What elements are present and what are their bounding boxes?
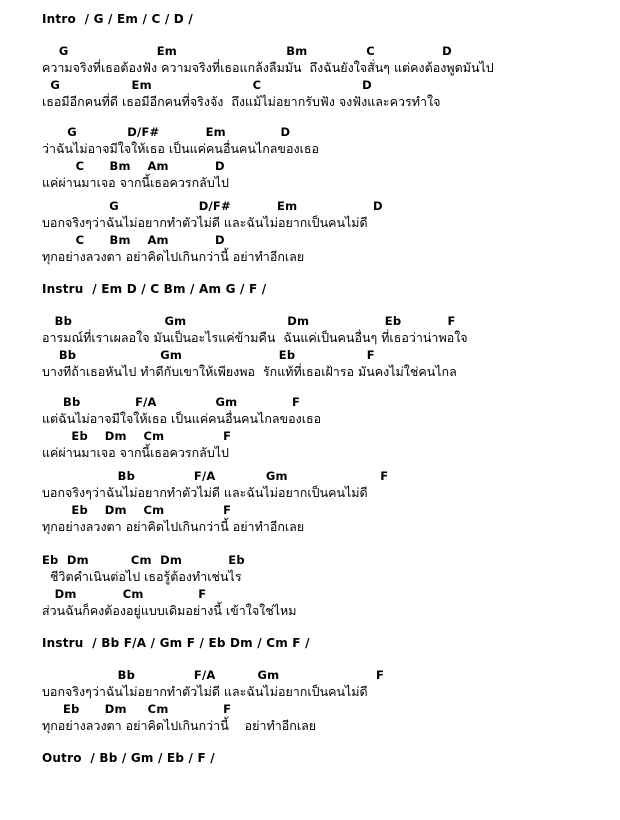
verse1-lyric-1: ความจริงที่เธอต้องฟัง ความจริงที่เธอแกล้งลืมมัน ถึงฉันยังใจสั่นๆ แต่คงต้องพูดมันไป: [42, 60, 494, 75]
bridge-chords-1: Eb Dm Cm Dm Eb: [42, 553, 245, 567]
chorus2-chords-2: Eb Dm Cm F: [42, 429, 232, 443]
bridge-chords-2: Dm Cm F: [42, 587, 207, 601]
chorus3-lyric-2: ทุกอย่างลวงตา อย่าคิดไปเกินกว่านี้ อย่าทำอีกเลย: [42, 718, 317, 733]
bridge-lyric-2: ส่วนฉันก็คงต้องอยู่แบบเดิมอย่างนี้ เข้าใจใช่ไหม: [42, 603, 297, 618]
chorus3-lyric-1: บอกจริงๆว่าฉันไม่อยากทำตัวไม่ดี และฉันไม่อยากเป็นคนไม่ดี: [42, 684, 368, 699]
instru-header-1: Instru / Em D / C Bm / Am G / F /: [42, 282, 267, 296]
verse2-chords-2: Bb Gm Eb F: [42, 348, 375, 362]
chorus2-lyric-1: แต่ฉันไม่อาจมีใจให้เธอ เป็นแค่คนอื่นคนไกลของเธอ: [42, 411, 322, 426]
outro-header: Outro / Bb / Gm / Eb / F /: [42, 751, 215, 765]
spacer: [0, 30, 620, 43]
intro-header: Intro / G / Em / C / D /: [42, 12, 193, 26]
spacer: [0, 735, 620, 751]
verse1-lyric-2: เธอมีอีกคนที่ดี เธอมีอีกคนที่จริงจัง ถึงแม้ไม่อยากรับฟัง จงฟังและควรทำใจ: [42, 94, 441, 109]
chorus1-chords-4: C Bm Am D: [42, 233, 225, 247]
chorus2-chords-3: Bb F/A Gm F: [42, 469, 389, 483]
chorus3-chords-2: Eb Dm Cm F: [42, 702, 232, 716]
chorus1-lyric-1: ว่าฉันไม่อาจมีใจให้เธอ เป็นแค่คนอื่นคนไกลของเธอ: [42, 141, 319, 156]
chorus1-chords-2: C Bm Am D: [42, 159, 225, 173]
chorus3-chords-1: Bb F/A Gm F: [42, 668, 385, 682]
spacer: [0, 381, 620, 394]
spacer: [0, 111, 620, 124]
verse1-chords-1: G Em Bm C D: [42, 44, 452, 58]
chorus2-chords-4: Eb Dm Cm F: [42, 503, 232, 517]
chorus1-lyric-4: ทุกอย่างลวงตา อย่าคิดไปเกินกว่านี้ อย่าทำอีกเลย: [42, 249, 305, 264]
spacer: [0, 536, 620, 552]
spacer: [0, 300, 620, 313]
spacer: [0, 266, 620, 282]
verse2-lyric-1: อารมณ์ที่เราเผลอใจ มันเป็นอะไรแค่ข้ามคืน ฉันแค่เป็นคนอื่นๆ ที่เธอว่าน่าพอใจ: [42, 330, 468, 345]
verse2-lyric-2: บางทีถ้าเธอหันไป ทำดีกับเขาให้เพียงพอ รักแท้ที่เธอเฝ้ารอ มันคงไม่ใช่คนไกล: [42, 364, 457, 379]
chorus1-chords-3: G D/F# Em D: [42, 199, 383, 213]
spacer: [0, 620, 620, 636]
chorus1-lyric-2: แค่ผ่านมาเจอ จากนี้เธอควรกลับไป: [42, 175, 229, 190]
chorus2-lyric-4: ทุกอย่างลวงตา อย่าคิดไปเกินกว่านี้ อย่าทำอีกเลย: [42, 519, 305, 534]
spacer: [0, 654, 620, 667]
chorus1-lyric-3: บอกจริงๆว่าฉันไม่อยากทำตัวไม่ดี และฉันไม่อยากเป็นคนไม่ดี: [42, 215, 368, 230]
chorus2-lyric-3: บอกจริงๆว่าฉันไม่อยากทำตัวไม่ดี และฉันไม่อยากเป็นคนไม่ดี: [42, 485, 368, 500]
instru-header-2: Instru / Bb F/A / Gm F / Eb Dm / Cm F /: [42, 636, 310, 650]
chorus2-lyric-2: แค่ผ่านมาเจอ จากนี้เธอควรกลับไป: [42, 445, 229, 460]
bridge-lyric-1: ชีวิตคำเนินต่อไป เธอรู้ต้องทำเช่นไร: [42, 569, 242, 584]
chorus1-chords-1: G D/F# Em D: [42, 125, 291, 139]
chorus2-chords-1: Bb F/A Gm F: [42, 395, 300, 409]
verse1-chords-2: G Em C D: [42, 78, 372, 92]
verse2-chords-1: Bb Gm Dm Eb F: [42, 314, 456, 328]
